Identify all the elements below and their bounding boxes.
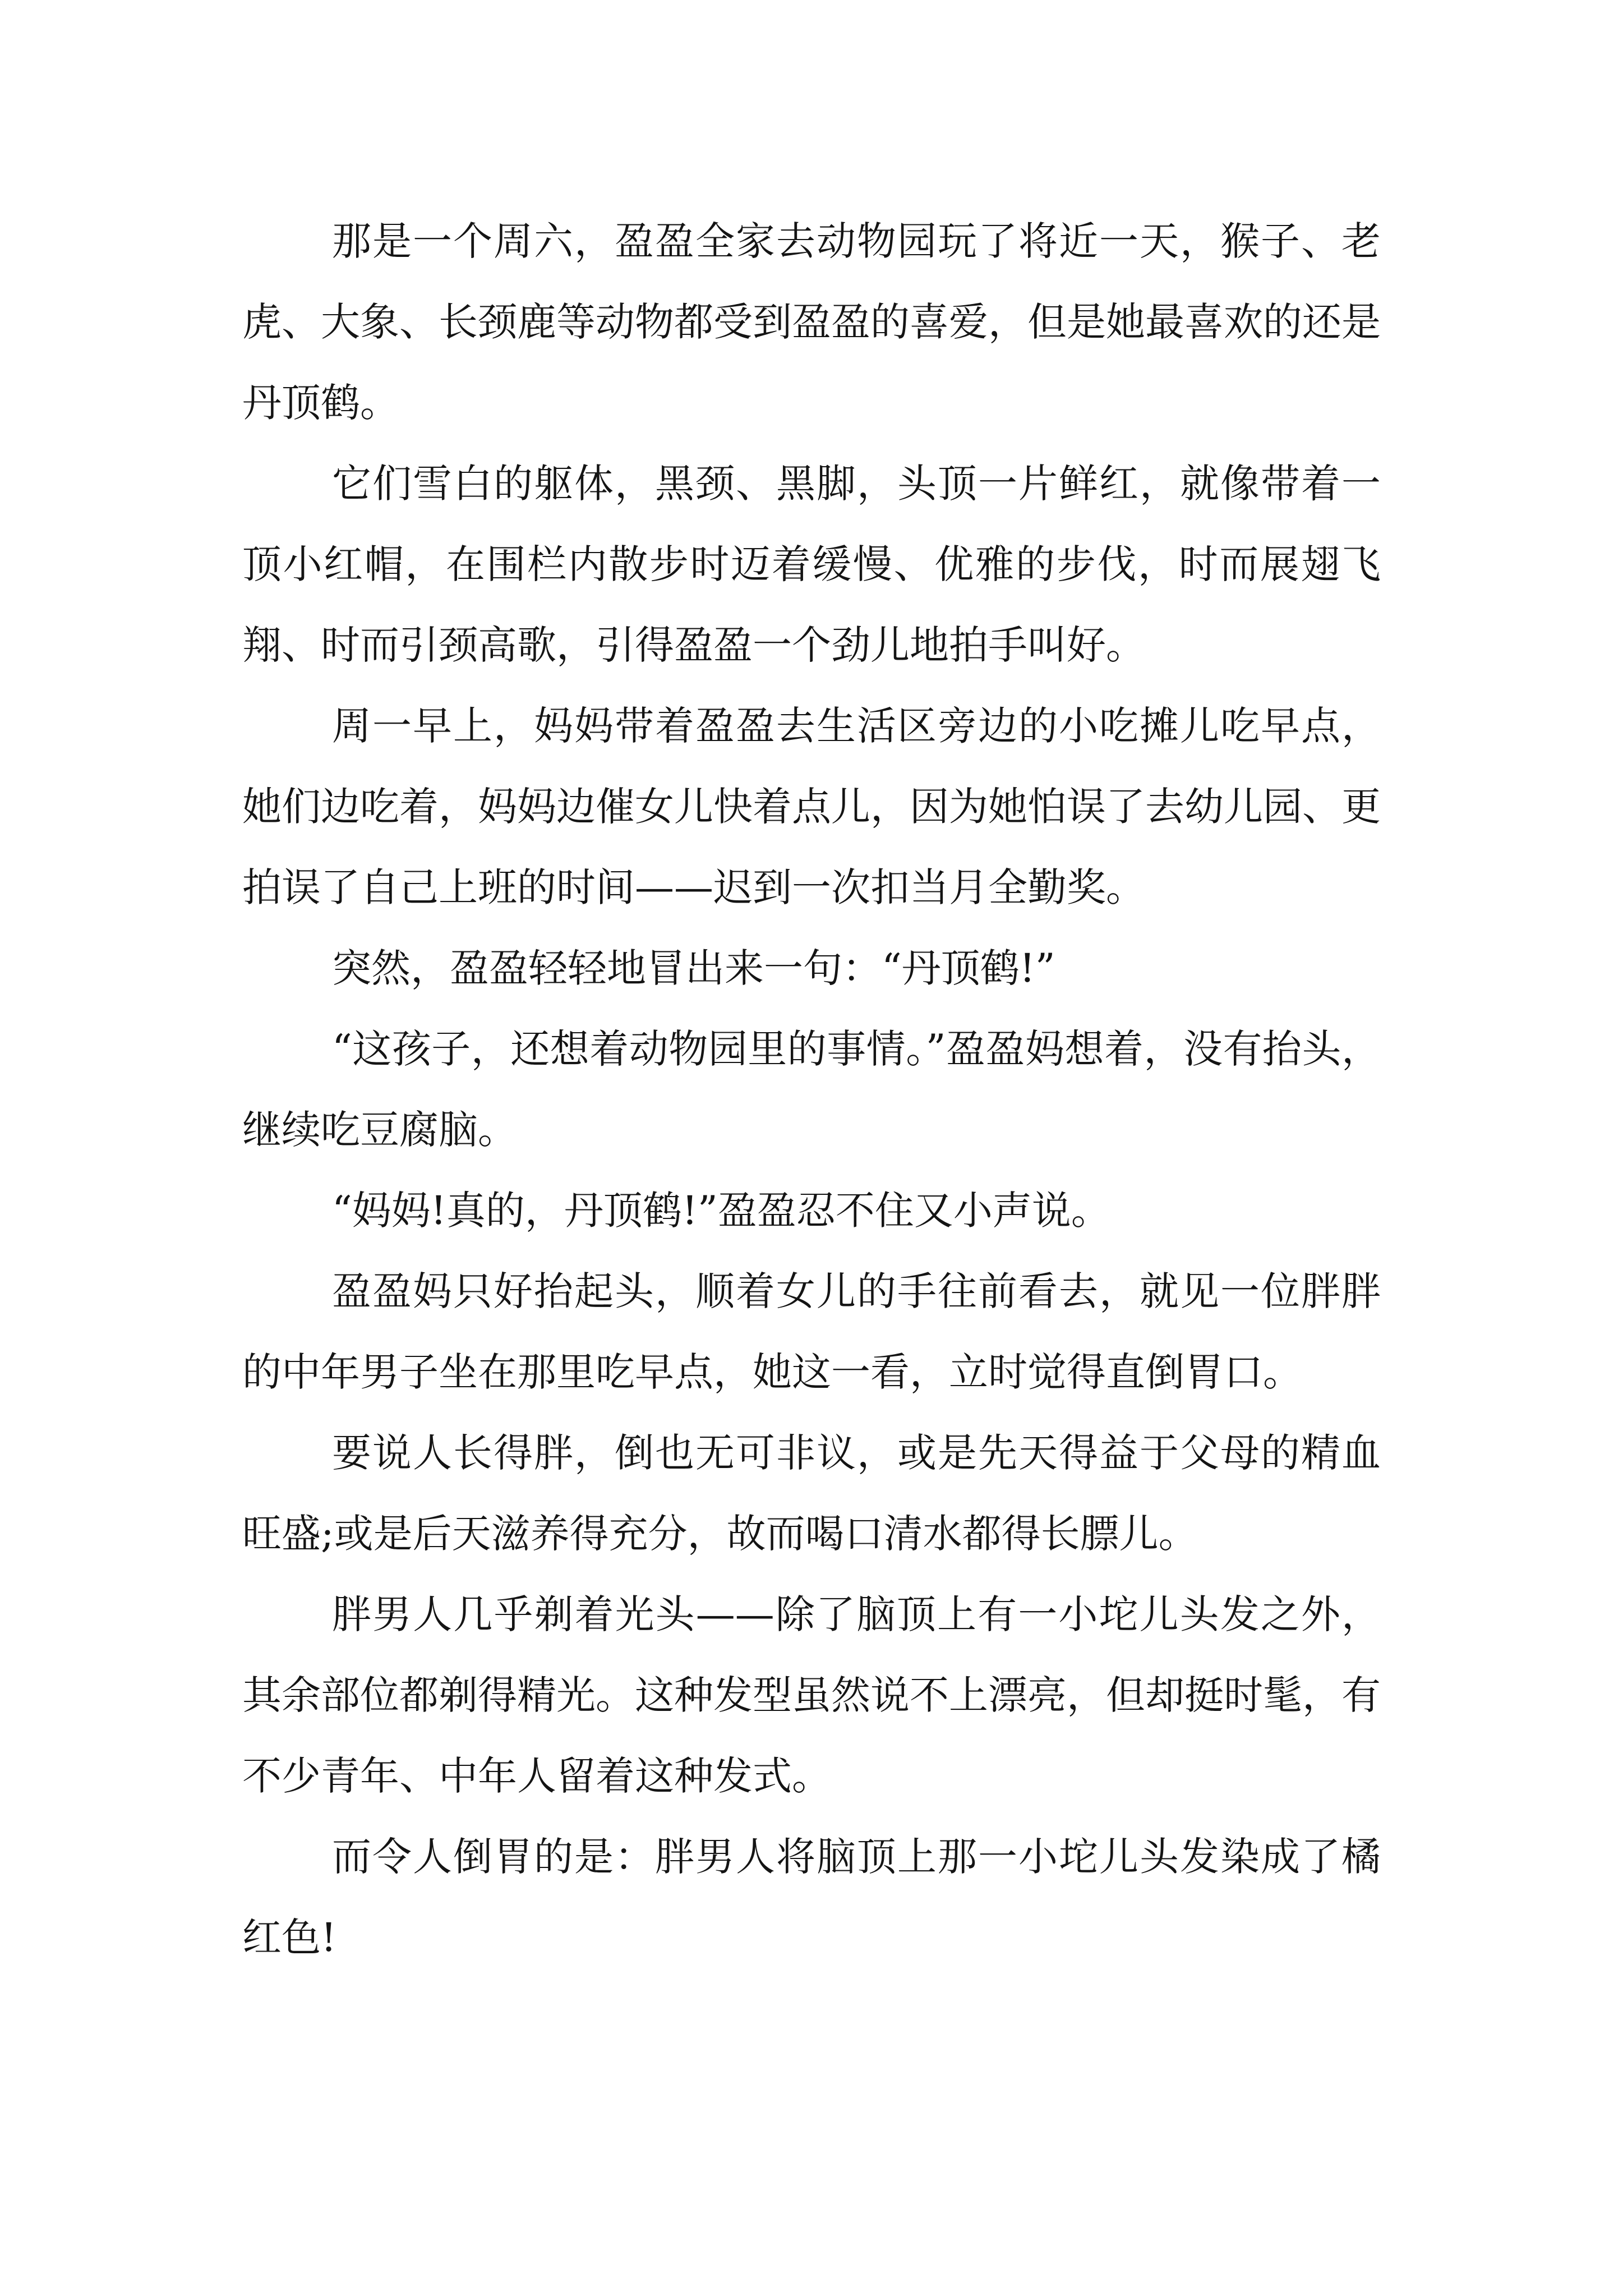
document-body [242,201,1381,1978]
paragraph: 它们雪白的躯体，黑颈、黑脚，头顶一片鲜红，就像带着一顶小红帽，在围栏内散步时迈着缓慢、优雅的步伐，时而展翅飞翔、时而引颈高歌，引得盈盈一个劲儿地拍手叫好。 [242,461,1381,668]
paragraph: 胖男人几乎剃着光头——除了脑顶上有一小坨儿头发之外，其余部位都剃得精光。这种发型虽然说不上漂亮，但却挺时髦，有不少青年、中年人留着这种发式。 [242,1591,1381,1799]
paragraph: 周一早上，妈妈带着盈盈去生活区旁边的小吃摊儿吃早点，她们边吃着，妈妈边催女儿快着点儿，因为她怕误了去幼儿园、更拍误了自己上班的时间——迟到一次扣当月全勤奖。 [242,703,1381,910]
paragraph: 盈盈妈只好抬起头，顺着女儿的手往前看去，就见一位胖胖的中年男子坐在那里吃早点，她这一看，立时觉得直倒胃口。 [242,1268,1381,1395]
paragraph: 要说人长得胖，倒也无可非议，或是先天得益于父母的精血旺盛;或是后天滋养得充分，故而喝口清水都得长膘儿。 [242,1430,1381,1557]
paragraph: 那是一个周六，盈盈全家去动物园玩了将近一天，猴子、老虎、大象、长颈鹿等动物都受到盈盈的喜爱，但是她最喜欢的还是丹顶鹤。 [242,218,1381,426]
paragraph: “这孩子，还想着动物园里的事情。”盈盈妈想着，没有抬头，继续吃豆腐脑。 [242,1026,1381,1153]
paragraph: 突然，盈盈轻轻地冒出来一句：“丹顶鹤!” [332,945,1055,991]
paragraph: 而令人倒胃的是：胖男人将脑顶上那一小坨儿头发染成了橘红色! [242,1834,1381,1961]
paragraph: “妈妈!真的，丹顶鹤!”盈盈忍不住又小声说。 [332,1188,1110,1234]
